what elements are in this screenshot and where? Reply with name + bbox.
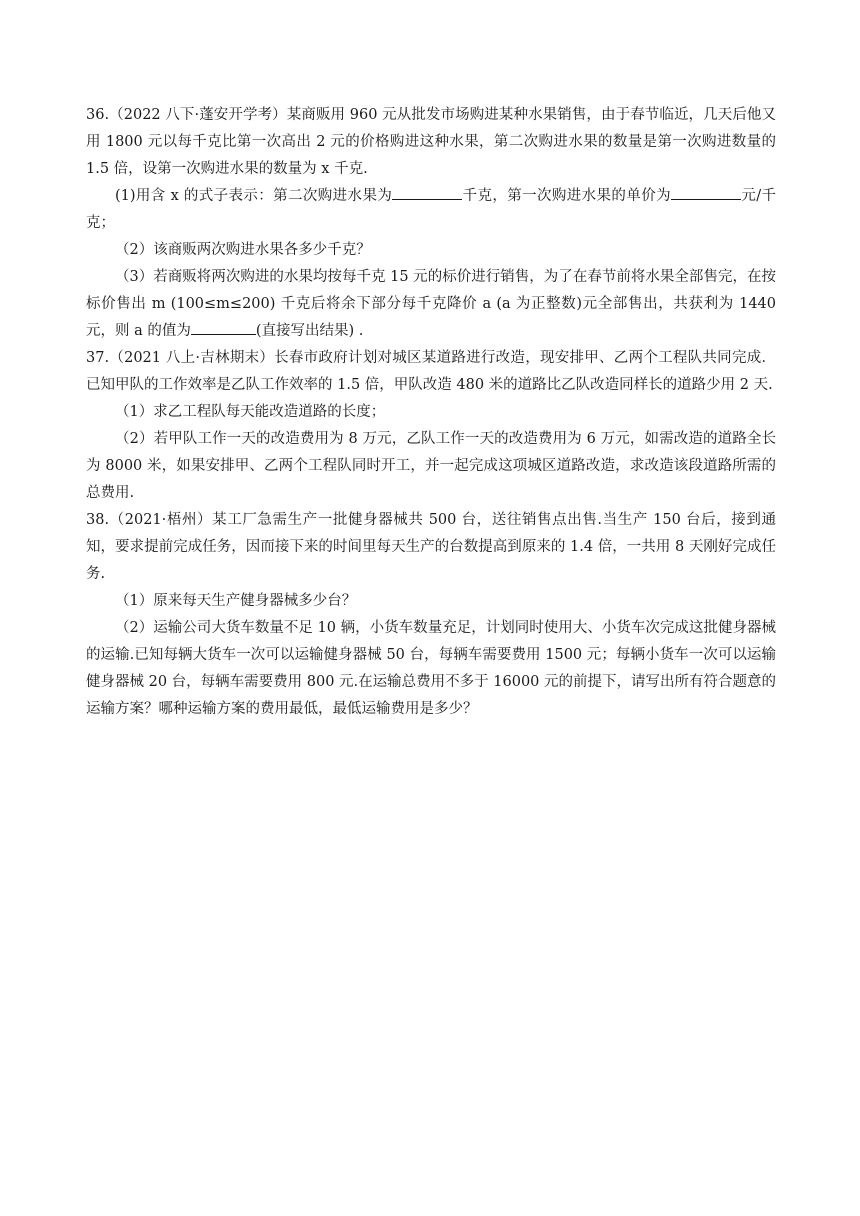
document-page — [86, 102, 776, 723]
question-38-stem: 38.（2021·梧州）某工厂急需生产一批健身器械共 500 台，送往销售点出售.当生产 150 台后，接到通知，要求提前完成任务，因而接下来的时间里每天生产的台数提高到原来的 1.4 倍，一共用 8 天刚好完成任务. — [86, 512, 776, 582]
question-37-part-1: （1）求乙工程队每天能改造道路的长度； — [115, 404, 386, 420]
q36-part3-text-a: （3）若商贩将两次购进的水果均按每千克 15 元的标价进行销售，为了在春节前将水果全部售完，在按标价售出 m (100≤m≤200) 千克后将余下部分每千克降价 a (a 为正整数)元全部售出，共获利为 1440 元，则 a 的值为 — [86, 269, 776, 339]
question-38-part-2: （2）运输公司大货车数量不足 10 辆，小货车数量充足，计划同时使用大、小货车次完成这批健身器械的运输.已知每辆大货车一次可以运输健身器械 50 台，每辆车需要费用 1500 元；每辆小货车一次可以运输健身器械 20 台，每辆车需要费用 800 元.在运输总费用不多于 16000 元的前提下，请写出所有符合题意的运输方案？哪种运输方案的费用最低，最低运输费用是多少？ — [86, 620, 777, 717]
answer-blank-1[interactable] — [392, 185, 462, 200]
question-37-stem: 37.（2021 八上·吉林期末）长春市政府计划对城区某道路进行改造，现安排甲、乙两个工程队共同完成．已知甲队的工作效率是乙队工作效率的 1.5 倍，甲队改造 480 米的道路比乙队改造同样长的道路少用 2 天. — [86, 350, 776, 393]
answer-blank-3[interactable] — [191, 320, 256, 335]
q36-part1-text-c: 元/千克； — [86, 188, 777, 231]
question-36-part-2: （2）该商贩两次购进水果各多少千克？ — [115, 242, 371, 258]
question-36-stem: 36.（2022 八下·蓬安开学考）某商贩用 960 元从批发市场购进某种水果销售，由于春节临近，几天后他又用 1800 元以每千克比第一次高出 2 元的价格购进这种水果，第二次购进水果的数量是第一次购进数量的 1.5 倍，设第一次购进水果的数量为 x 千克. — [86, 107, 776, 177]
question-36-part-1 — [86, 183, 776, 237]
question-36-part-3 — [86, 264, 776, 345]
q36-part3-text-b: (直接写出结果) . — [255, 323, 364, 339]
q36-part1-text-b: 千克，第一次购进水果的单价为 — [462, 188, 671, 204]
question-38-part-1: （1）原来每天生产健身器械多少台？ — [115, 593, 357, 609]
question-37-part-2: （2）若甲队工作一天的改造费用为 8 万元，乙队工作一天的改造费用为 6 万元，如需改造的道路全长为 8000 米，如果安排甲、乙两个工程队同时开工，并一起完成这项城区道路改造，求改造该段道路所需的总费用. — [86, 431, 776, 501]
q36-part1-text-a: (1)用含 x 的式子表示：第二次购进水果为 — [115, 188, 393, 204]
answer-blank-2[interactable] — [671, 185, 741, 200]
